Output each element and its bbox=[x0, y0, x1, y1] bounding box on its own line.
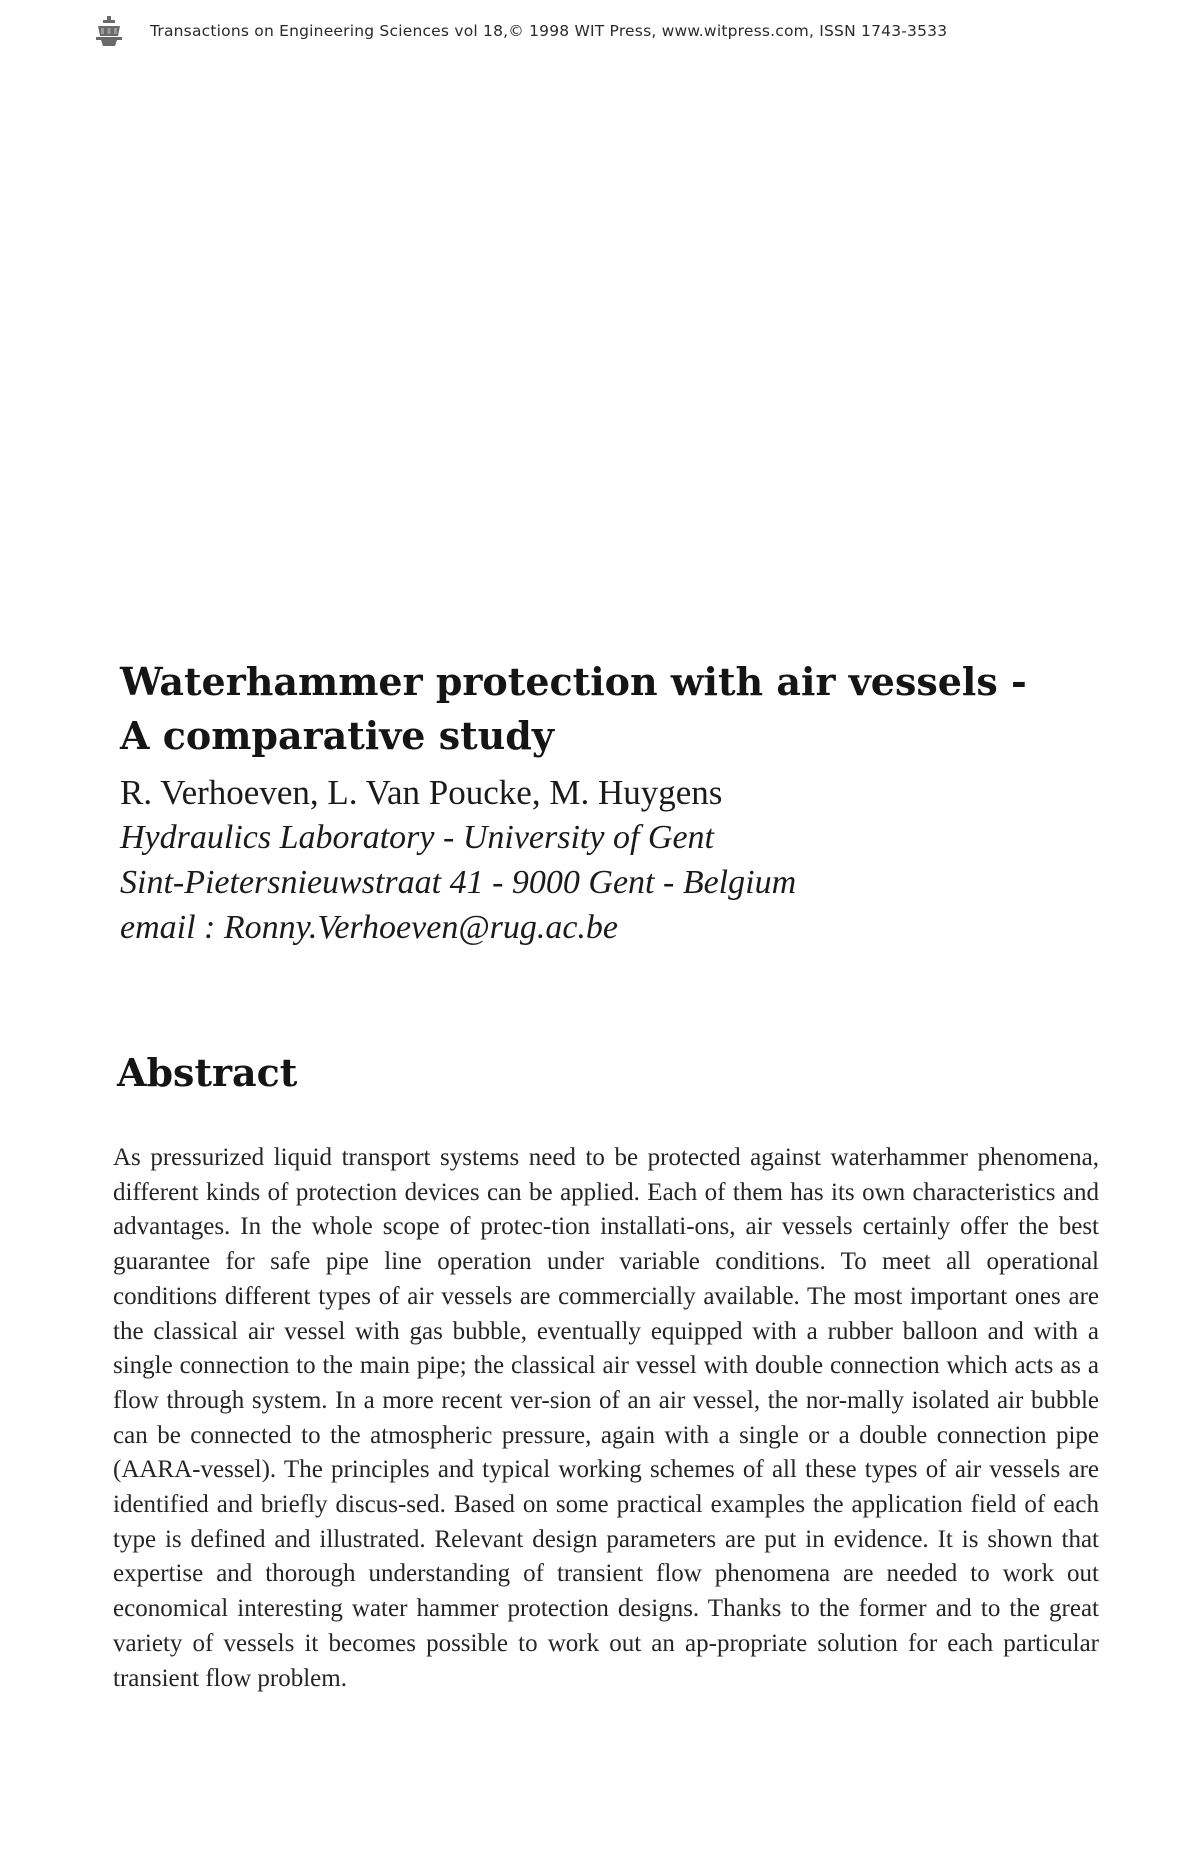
journal-citation-line: Transactions on Engineering Sciences vol 18,© 1998 WIT Press, www.witpress.com, ISSN 1743-3533 bbox=[150, 22, 948, 40]
author-list: R. Verhoeven, L. Van Poucke, M. Huygens bbox=[120, 773, 723, 812]
postal-address: Sint-Pietersnieuwstraat 41 - 9000 Gent - Belgium bbox=[120, 864, 797, 901]
contact-email: email : Ronny.Verhoeven@rug.ac.be bbox=[120, 909, 619, 946]
paper-title bbox=[120, 655, 1080, 763]
affiliation: Hydraulics Laboratory - University of Gent bbox=[120, 819, 714, 856]
abstract-text: As pressurized liquid transport systems need to be protected against waterhammer phenomena, different kinds of protection devices can be applied. Each of them has its own characteristics and advantages. In the whole scope of protec-tion installati-ons, air vessels certainly offer the best guarantee for safe pipe line operation under variable conditions. To meet all operational conditions different types of air vessels are commercially available. The most important ones are the classical air vessel with gas bubble, eventually equipped with a rubber balloon and with a single connection to the main pipe; the classical air vessel with double connection which acts as a flow through system. In a more recent ver-sion of an air vessel, the nor-mally isolated air bubble can be connected to the atmospheric pressure, again with a single or a double connection pipe (AARA-vessel). The principles and typical working schemes of all these types of air vessels are identified and briefly discus-sed. Based on some practical examples the application field of each type is defined and illustrated. Relevant design parameters are put in evidence. It is shown that expertise and thorough understanding of transient flow phenomena are needed to work out economical interesting water hammer protection designs. Thanks to the former and to the great variety of vessels it becomes possible to work out an ap-propriate solution for each particular transient flow problem. bbox=[113, 1144, 1099, 1692]
page-header bbox=[92, 14, 1072, 48]
paper-title-block bbox=[120, 655, 1080, 950]
paper-title-line-2: A comparative study bbox=[120, 713, 554, 758]
wit-press-logo-icon bbox=[92, 14, 126, 48]
abstract-heading: Abstract bbox=[117, 1050, 298, 1095]
paper-title-line-1: Waterhammer protection with air vessels - bbox=[120, 659, 1027, 704]
